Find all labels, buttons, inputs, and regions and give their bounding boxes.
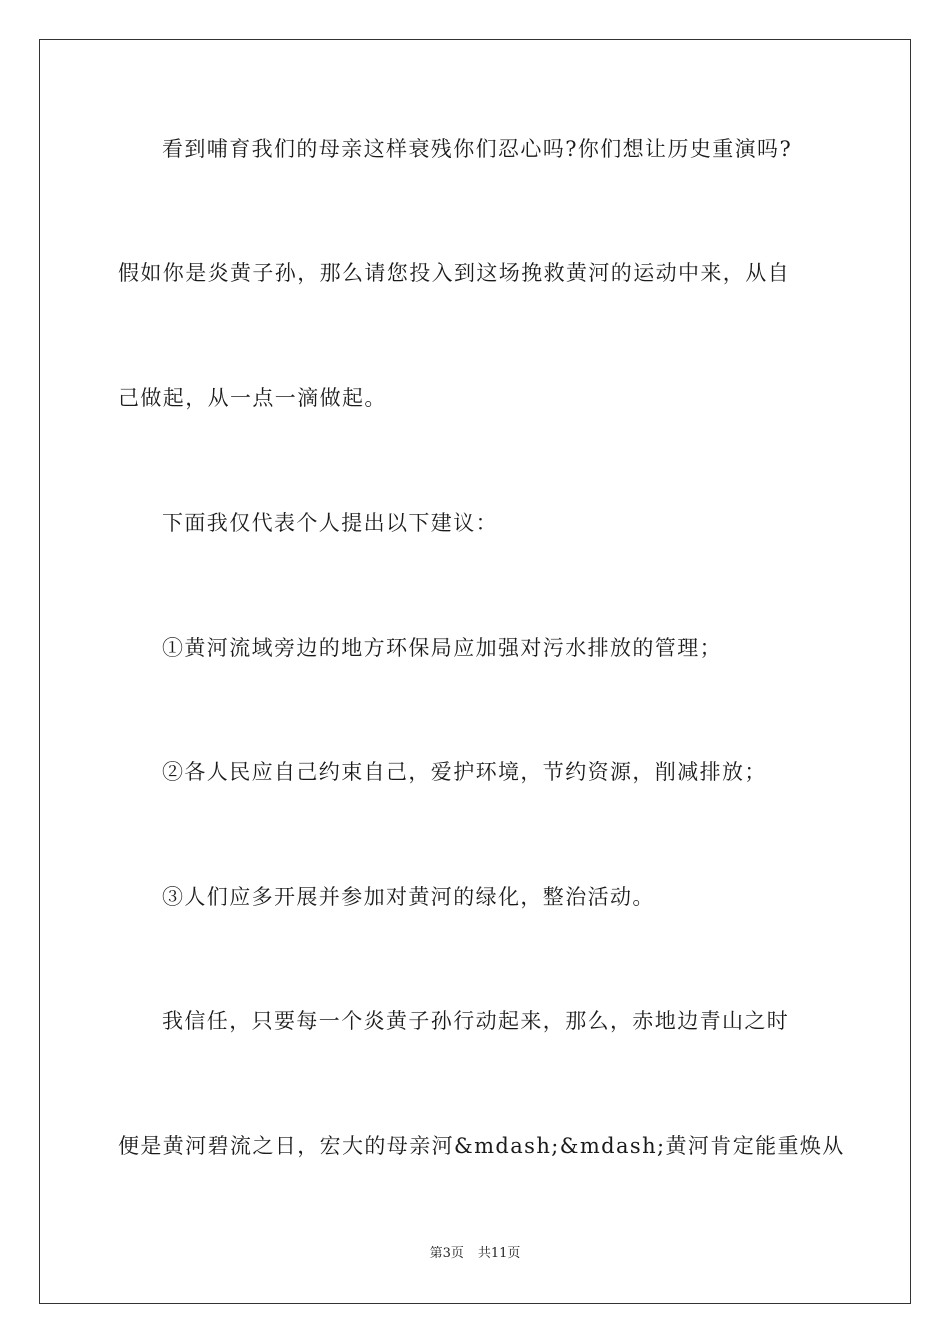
page-border: [39, 39, 911, 1304]
paragraph-line-4: 下面我仅代表个人提出以下建议：: [162, 511, 498, 535]
suggestion-1: ①黄河流域旁边的地方环保局应加强对污水排放的管理；: [162, 636, 722, 660]
page-total: 共11页: [477, 1246, 521, 1261]
suggestion-2: ②各人民应自己约束自己，爱护环境，节约资源，削减排放；: [162, 760, 767, 784]
paragraph-line-9: 便是黄河碧流之日，宏大的母亲河&mdash;&mdash;黄河肯定能重焕从: [118, 1134, 845, 1158]
page-number: 第3页: [429, 1246, 464, 1261]
paragraph-line-1: 看到哺育我们的母亲这样衰残你们忍心吗?你们想让历史重演吗?: [162, 137, 793, 161]
paragraph-line-8: 我信任，只要每一个炎黄子孙行动起来，那么，赤地边青山之时: [162, 1009, 790, 1033]
suggestion-3: ③人们应多开展并参加对黄河的绿化，整治活动。: [162, 885, 655, 909]
paragraph-line-3: 己做起，从一点一滴做起。: [118, 386, 387, 410]
paragraph-line-2: 假如你是炎黄子孙，那么请您投入到这场挽救黄河的运动中来，从自: [118, 261, 790, 285]
page-footer: [0, 1246, 950, 1262]
